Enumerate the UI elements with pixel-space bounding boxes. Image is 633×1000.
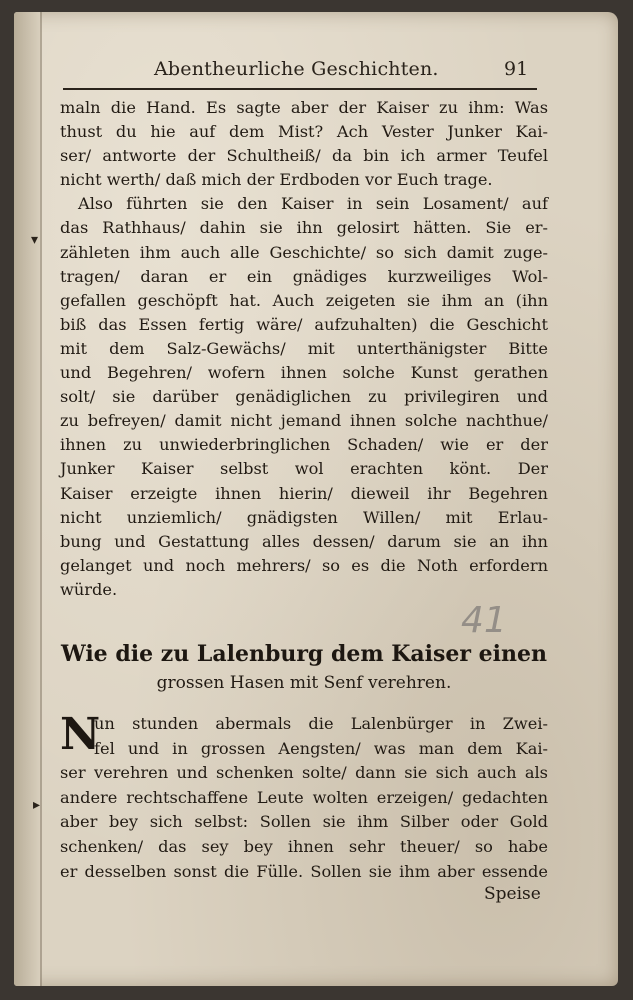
header-rule <box>63 88 537 90</box>
page-number: 91 <box>504 58 529 80</box>
page-gutter <box>14 12 40 986</box>
chapter-heading: Wie die zu Lalenburg dem Kaiser einen <box>61 641 547 667</box>
text-line: un stunden abermals die Lalenbürger in Zwei- <box>94 714 548 733</box>
paragraph-1 <box>60 96 548 602</box>
text-line: bung und Gestattung alles dessen/ darum sie an ihn <box>60 531 548 551</box>
text-line: maln die Hand. Es sagte aber der Kaiser zu ihm: Was <box>60 98 548 117</box>
text-line: ser/ antworte der Schultheiß/ da bin ich armer Teufel <box>60 146 548 166</box>
text-line: gefallen geschöpft hat. Auch zeigeten sie ihm an (ihn <box>60 290 548 310</box>
text-line: nicht werth/ daß mich der Erdboden vor Euch trage. <box>60 170 493 190</box>
text-line: das Rathhaus/ dahin sie ihn gelosirt hätten. Sie er- <box>60 218 548 238</box>
paragraph-2 <box>60 709 548 884</box>
text-line: Junker Kaiser selbst wol erachten könt. Der <box>60 459 548 479</box>
text-line: er desselben sonst die Fülle. Sollen sie ihm aber essende <box>60 861 548 881</box>
text-line: fel und in grossen Aengsten/ was man dem Kai- <box>94 738 548 758</box>
text-line: thust du hie auf dem Mist? Ach Vester Junker Kai- <box>60 122 548 142</box>
text-line: ihnen zu unwiederbringlichen Schaden/ wie er der <box>60 435 548 455</box>
text-line: und Begehren/ wofern ihnen solche Kunst gerathen <box>60 363 548 383</box>
text-line: zähleten ihm auch alle Geschichte/ so sich damit zuge- <box>60 242 548 262</box>
book-page <box>14 12 618 986</box>
chapter-subheading: grossen Hasen mit Senf verehren. <box>156 673 452 693</box>
gutter-edge <box>40 12 42 986</box>
text-line: aber bey sich selbst: Sollen sie ihm Silber oder Gold <box>60 812 548 832</box>
text-line: mit dem Salz-Gewächs/ mit unterthänigster Bitte <box>60 338 548 358</box>
text-line: würde. <box>60 579 118 599</box>
text-line: zu befreyen/ damit nicht jemand ihnen solche nachthue/ <box>60 411 548 431</box>
text-line: andere rechtschaffene Leute wolten erzeigen/ gedachten <box>60 787 548 807</box>
text-line: ser verehren und schenken solte/ dann sie sich auch als <box>60 763 548 783</box>
text-line: Kaiser erzeigte ihnen hierin/ dieweil ihr Begehren <box>60 483 548 503</box>
handwritten-annotation: 41 <box>461 600 507 641</box>
text-line: nicht unziemlich/ gnädigsten Willen/ mit Erlau- <box>60 507 548 527</box>
text-line: biß das Essen fertig wäre/ aufzuhalten) die Geschicht <box>60 314 548 334</box>
text-line: solt/ sie darüber genädiglichen zu privilegiren und <box>60 387 548 407</box>
margin-mark: ▾ <box>31 232 39 248</box>
catchword: Speise <box>484 884 541 904</box>
drop-cap: N <box>60 709 101 760</box>
running-title: Abentheurliche Geschichten. <box>154 58 439 80</box>
margin-mark: ▸ <box>33 797 41 813</box>
text-line: gelanget und noch mehrers/ so es die Noth erfordern <box>60 555 548 575</box>
text-line: tragen/ daran er ein gnädiges kurzweiliges Wol- <box>60 266 548 286</box>
text-line: schenken/ das sey bey ihnen sehr theuer/ so habe <box>60 836 548 856</box>
text-line: Also führten sie den Kaiser in sein Losament/ auf <box>78 194 548 214</box>
